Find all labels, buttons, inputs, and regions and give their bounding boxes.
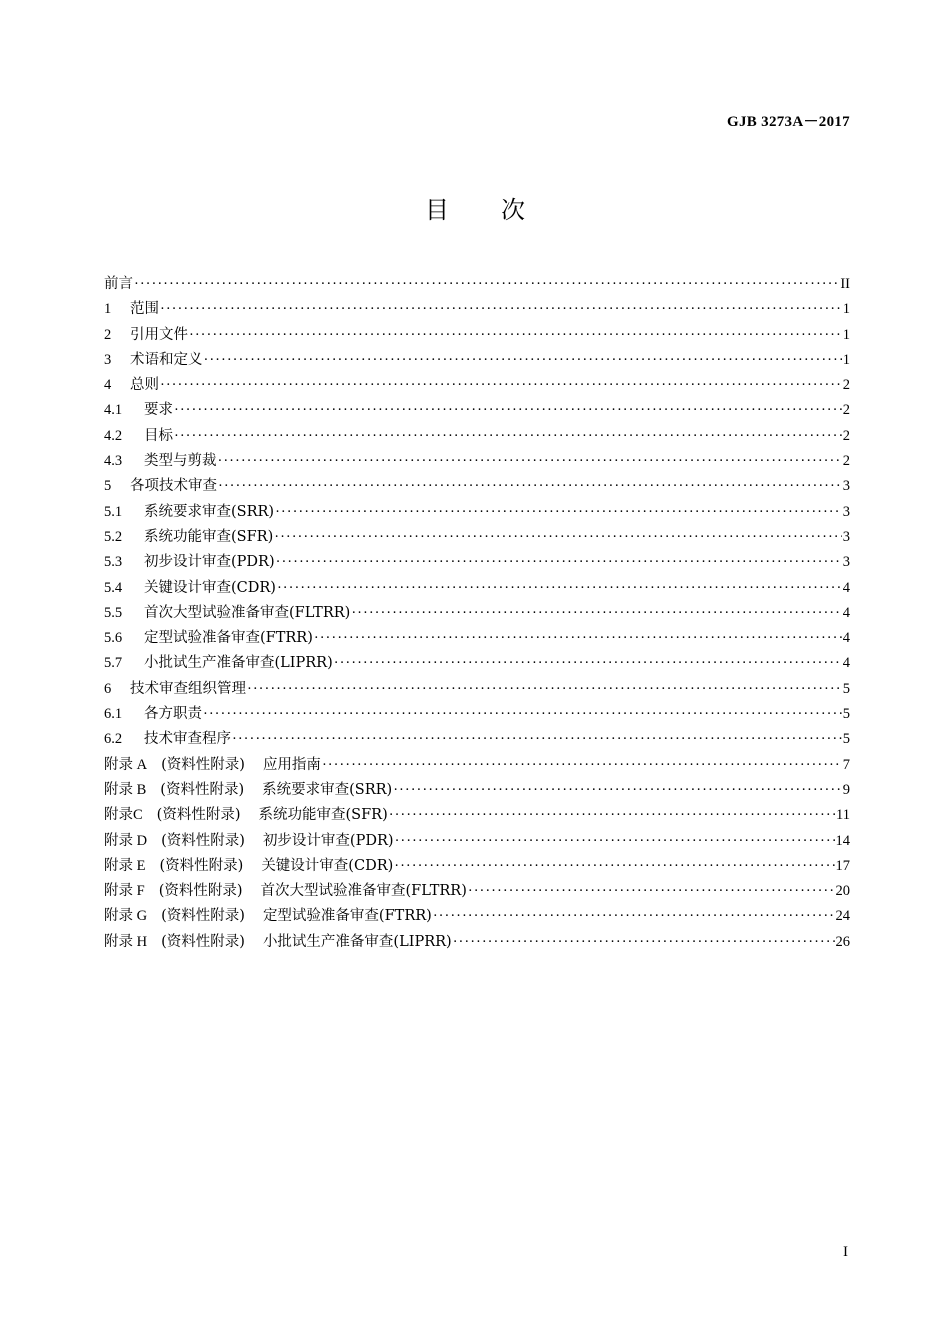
toc-appendix-h[interactable] — [104, 930, 850, 955]
toc-entry-page: 3 — [842, 478, 850, 495]
toc-entry-page: 4 — [842, 604, 850, 621]
toc-entry-4[interactable] — [104, 373, 850, 398]
toc-entry-number: 4 — [104, 377, 112, 394]
toc-entry-title: 总则 — [130, 377, 159, 394]
toc-entry-page: 11 — [836, 807, 850, 824]
toc-entry-page: 4 — [842, 630, 850, 647]
toc-entry-number: 4.1 — [104, 402, 123, 419]
toc-appendix-title: 初步设计审查(PDR) — [262, 832, 394, 849]
toc-leader-dots — [247, 677, 842, 702]
toc-leader-dots — [134, 272, 839, 297]
toc-entry-5-6[interactable] — [104, 626, 850, 651]
toc-entry-title: 定型试验准备审查(FTRR) — [144, 630, 313, 647]
toc-entry-page: 5 — [842, 731, 850, 748]
toc-appendix-prefix: 附录 G — [104, 908, 148, 925]
toc-entry-title: 各项技术审查 — [130, 478, 217, 495]
toc-entry-number: 3 — [104, 351, 112, 368]
toc-leader-dots — [174, 398, 842, 423]
toc-leader-dots — [274, 525, 842, 550]
toc-appendix-prefix: 附录 D — [104, 832, 148, 849]
toc-entry-title: 目标 — [144, 427, 173, 444]
toc-entry-6-2[interactable] — [104, 727, 850, 752]
toc-entry-title: 技术审查程序 — [144, 731, 231, 748]
toc-entry-2[interactable] — [104, 323, 850, 348]
toc-entry-4-2[interactable] — [104, 424, 850, 449]
toc-appendix-prefix: 附录 F — [104, 883, 145, 900]
toc-entry-4-1[interactable] — [104, 398, 850, 423]
toc-appendix-title: 小批试生产准备审查(LIPRR) — [262, 933, 452, 950]
toc-entry-title: 要求 — [144, 402, 173, 419]
toc-appendix-kind: (资料性附录) — [158, 883, 243, 900]
toc-appendix-kind: (资料性附录) — [161, 933, 245, 950]
toc-entry-title: 技术审查组织管理 — [130, 680, 246, 697]
toc-entry-5-3[interactable] — [104, 550, 850, 575]
toc-appendix-title: 应用指南 — [262, 756, 321, 773]
toc-appendix-prefix: 附录 B — [104, 781, 147, 798]
toc-leader-dots — [395, 829, 835, 854]
toc-entry-5-1[interactable] — [104, 500, 850, 525]
page-number: I — [843, 1244, 848, 1260]
toc-entry-page: 17 — [835, 857, 850, 874]
toc-entry-page: 26 — [835, 933, 850, 950]
toc-entry-page: 3 — [842, 554, 850, 571]
toc-entry-title: 小批试生产准备审查(LIPRR) — [144, 655, 333, 672]
toc-leader-dots — [453, 930, 835, 955]
toc-entry-number: 5.1 — [104, 503, 123, 520]
toc-entry-5-2[interactable] — [104, 525, 850, 550]
toc-entry-title: 前言 — [104, 276, 133, 292]
toc-appendix-kind: (资料性附录) — [159, 857, 244, 874]
toc-appendix-b[interactable] — [104, 778, 850, 803]
toc-appendix-d[interactable] — [104, 829, 850, 854]
toc-entry-page: 2 — [842, 402, 850, 419]
toc-leader-dots — [351, 601, 841, 626]
toc-leader-dots — [389, 803, 835, 828]
toc-appendix-kind: (资料性附录) — [160, 781, 245, 798]
toc-entry-number: 5.3 — [104, 554, 123, 571]
toc-entry-number: 5.6 — [104, 630, 123, 647]
toc-appendix-kind: (资料性附录) — [161, 908, 245, 925]
toc-entry-number: 6.2 — [104, 731, 123, 748]
toc-entry-page: 4 — [842, 579, 850, 596]
toc-entry-number: 6.1 — [104, 706, 123, 723]
toc-leader-dots — [394, 854, 834, 879]
toc-appendix-f[interactable] — [104, 879, 850, 904]
toc-leader-dots — [433, 904, 835, 929]
toc-appendix-title: 首次大型试验准备审查(FLTRR) — [260, 883, 467, 900]
toc-appendix-title: 关键设计审查(CDR) — [261, 857, 394, 874]
toc-entry-title: 系统要求审查(SRR) — [144, 503, 275, 520]
toc-entry-page: 2 — [842, 377, 850, 394]
toc-leader-dots — [232, 727, 842, 752]
toc-leader-dots — [334, 651, 842, 676]
toc-leader-dots — [174, 424, 842, 449]
toc-leader-dots — [276, 550, 842, 575]
toc-entry-1[interactable] — [104, 297, 850, 322]
toc-entry-page: 1 — [842, 351, 850, 368]
toc-entry-number: 5.7 — [104, 655, 123, 672]
toc-entry-page: II — [840, 276, 850, 292]
toc-entry-page: 1 — [842, 301, 850, 318]
page-title — [0, 190, 950, 225]
toc-entry-title: 初步设计审查(PDR) — [144, 554, 275, 571]
toc-entry-title: 引用文件 — [130, 326, 188, 343]
toc-appendix-prefix: 附录C — [104, 807, 143, 824]
toc-leader-dots — [468, 879, 835, 904]
toc-entry-number: 5.4 — [104, 579, 123, 596]
toc-appendix-kind: (资料性附录) — [161, 756, 245, 773]
toc-entry-page: 4 — [842, 655, 850, 672]
toc-entry-number: 1 — [104, 301, 112, 318]
toc-appendix-title: 系统功能审查(SFR) — [258, 807, 388, 824]
toc-entry-page: 14 — [835, 832, 850, 849]
toc-leader-dots — [314, 626, 842, 651]
toc-appendix-prefix: 附录 H — [104, 933, 148, 950]
toc-appendix-title: 系统要求审查(SRR) — [262, 781, 393, 798]
toc-entry-foreword[interactable] — [104, 272, 850, 297]
toc-entry-title: 关键设计审查(CDR) — [144, 579, 276, 596]
toc-leader-dots — [204, 348, 842, 373]
toc-entry-page: 5 — [842, 680, 850, 697]
toc-appendix-e[interactable] — [104, 854, 850, 879]
toc-leader-dots — [218, 474, 842, 499]
toc-leader-dots — [393, 778, 842, 803]
toc-appendix-a[interactable] — [104, 753, 850, 778]
toc-entry-6-1[interactable] — [104, 702, 850, 727]
toc-appendix-g[interactable] — [104, 904, 850, 929]
toc-leader-dots — [275, 500, 842, 525]
toc-entry-page: 2 — [842, 453, 850, 470]
toc-entry-number: 5.5 — [104, 604, 123, 621]
toc-entry-page: 7 — [842, 756, 850, 773]
standard-code: GJB 3273A－2017 — [727, 114, 850, 130]
toc-entry-number: 5 — [104, 478, 112, 495]
toc-entry-page: 24 — [835, 908, 850, 925]
toc-entry-page: 2 — [842, 427, 850, 444]
toc-leader-dots — [160, 297, 842, 322]
toc-entry-4-3[interactable] — [104, 449, 850, 474]
toc-entry-6[interactable] — [104, 677, 850, 702]
toc-entry-page: 9 — [842, 781, 850, 798]
toc-entry-page: 5 — [842, 706, 850, 723]
toc-leader-dots — [189, 323, 842, 348]
toc-appendix-kind: (资料性附录) — [156, 807, 241, 824]
toc-entry-page: 1 — [842, 326, 850, 343]
toc-entry-title: 首次大型试验准备审查(FLTRR) — [144, 604, 351, 621]
toc-entry-3[interactable] — [104, 348, 850, 373]
toc-entry-page: 3 — [842, 528, 850, 545]
toc-entry-5-4[interactable] — [104, 576, 850, 601]
toc-entry-5-5[interactable] — [104, 601, 850, 626]
toc-entry-page: 3 — [842, 503, 850, 520]
toc-appendix-title: 定型试验准备审查(FTRR) — [262, 908, 432, 925]
toc-entry-number: 2 — [104, 326, 112, 343]
toc-entry-number: 6 — [104, 680, 112, 697]
toc-leader-dots — [322, 753, 842, 778]
page-title-char-2: 次 — [501, 196, 525, 224]
toc-entry-number: 4.2 — [104, 427, 123, 444]
toc-entry-title: 类型与剪裁 — [144, 453, 217, 470]
toc-entry-title: 范围 — [130, 301, 159, 318]
toc-leader-dots — [277, 576, 842, 601]
toc-leader-dots — [203, 702, 842, 727]
table-of-contents — [104, 272, 850, 955]
toc-appendix-prefix: 附录 E — [104, 857, 146, 874]
toc-appendix-prefix: 附录 A — [104, 756, 148, 773]
toc-leader-dots — [160, 373, 842, 398]
toc-leader-dots — [218, 449, 842, 474]
toc-entry-page: 20 — [835, 883, 850, 900]
toc-entry-title: 术语和定义 — [130, 351, 203, 368]
toc-entry-title: 各方职责 — [144, 706, 202, 723]
toc-appendix-kind: (资料性附录) — [161, 832, 245, 849]
toc-entry-number: 4.3 — [104, 453, 123, 470]
toc-entry-5-7[interactable] — [104, 651, 850, 676]
toc-entry-title: 系统功能审查(SFR) — [144, 528, 274, 545]
toc-entry-number: 5.2 — [104, 528, 123, 545]
toc-appendix-c[interactable] — [104, 803, 850, 828]
page-title-char-1: 目 — [425, 196, 449, 224]
toc-entry-5[interactable] — [104, 474, 850, 499]
